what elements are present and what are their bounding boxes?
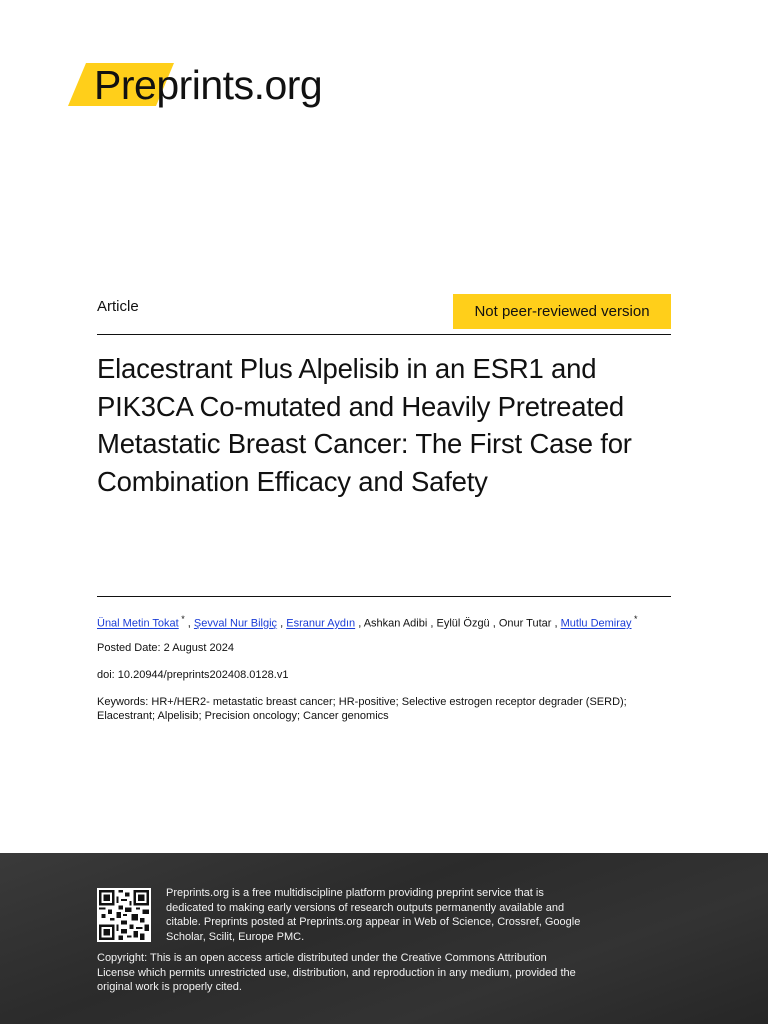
posted-date: Posted Date: 2 August 2024: [97, 642, 234, 654]
logo-suffix: prints.org: [156, 62, 323, 108]
author-name[interactable]: Mutlu Demiray: [560, 617, 632, 630]
author-name: Eylül Özgü: [436, 617, 490, 630]
review-status-badge: Not peer-reviewed version: [453, 294, 671, 329]
doi[interactable]: doi: 10.20944/preprints202408.0128.v1: [97, 669, 289, 681]
author-name: Ashkan Adibi: [363, 617, 428, 630]
author-name[interactable]: Esranur Aydın: [286, 617, 356, 630]
title-divider: [97, 596, 671, 597]
corresponding-author-mark: *: [631, 614, 638, 624]
keywords: Keywords: HR+/HER2- metastatic breast cancer; HR-positive; Selective estrogen receptor degrader (SERD); Elacestrant; Alpelisib; Precision oncology; Cancer genomics: [97, 696, 627, 722]
platform-description: Preprints.org is a free multidiscipline platform providing preprint service that is dedicated to making early versions of research outputs permanently available and citable. Preprints posted at Preprints.org appear in Web of Science, Crossref, Google Scholar, Scilit, Europe PMC.: [166, 887, 581, 943]
article-type: Article: [97, 298, 139, 315]
author-list: Ünal Metin Tokat * , Şevval Nur Bilgiç , Esranur Aydın , Ashkan Adibi , Eylül Özgü , Onur Tutar , Mutlu Demiray *: [97, 614, 638, 630]
footer: [0, 853, 768, 1024]
qr-code-icon[interactable]: [97, 888, 151, 942]
author-name[interactable]: Ünal Metin Tokat: [97, 617, 179, 630]
author-name: Onur Tutar: [498, 617, 552, 630]
corresponding-author-mark: *: [178, 614, 185, 624]
copyright-notice: Copyright: This is an open access article distributed under the Creative Commons Attribution License which permits unrestricted use, distribution, and reproduction in any medium, provided the original work is properly cited.: [97, 952, 576, 993]
author-name[interactable]: Şevval Nur Bilgiç: [193, 617, 278, 630]
preprints-logo[interactable]: [66, 60, 366, 110]
article-title: Elacestrant Plus Alpelisib in an ESR1 and PIK3CA Co-mutated and Heavily Pretreated Metastatic Breast Cancer: The First Case for Combination Efficacy and Safety: [97, 353, 632, 497]
logo-prefix: Pre: [94, 62, 157, 108]
logo-wordmark: [94, 62, 322, 108]
header-divider: [97, 334, 671, 335]
